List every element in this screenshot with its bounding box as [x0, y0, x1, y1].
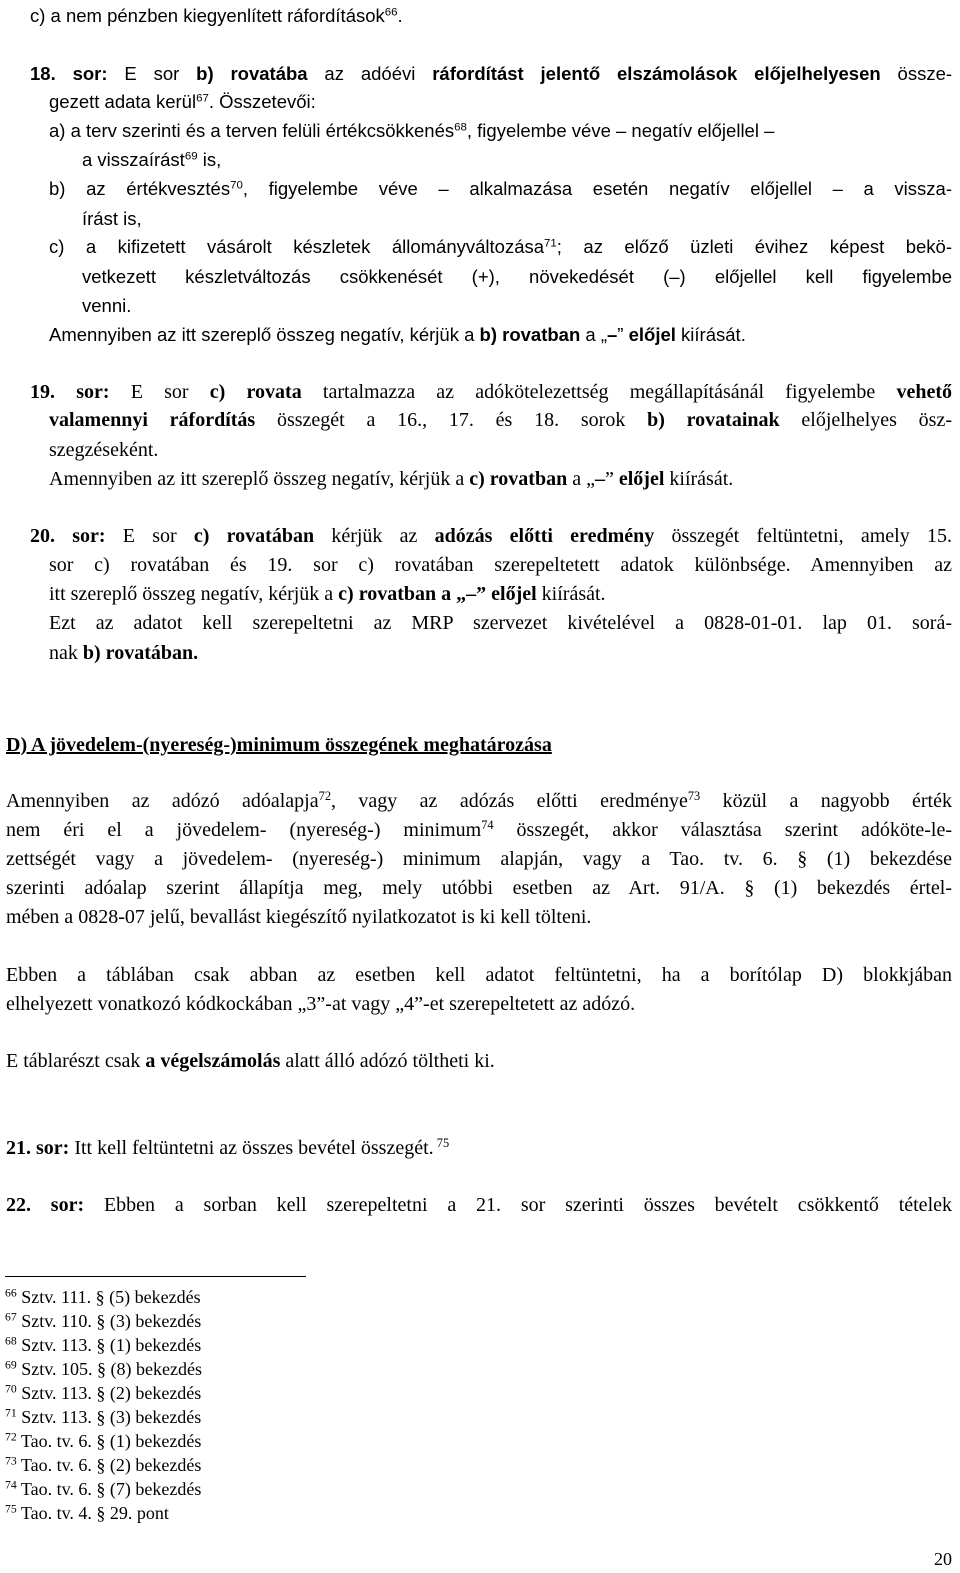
text: vetkezett készletváltozás csökkenését (+), növekedését (–) előjellel kell figyelembe — [82, 266, 952, 287]
text: . Összetevői: — [208, 91, 316, 112]
footnote-70 — [5, 1384, 201, 1402]
text: alatt álló adózó töltheti ki. — [280, 1050, 495, 1072]
footnote-73 — [5, 1456, 201, 1474]
footnote-68 — [5, 1336, 201, 1354]
text: sor c) rovatában és 19. sor c) rovatában szerepeltetett adatok különbsége. Amennyiben az — [49, 554, 952, 576]
text: E sor — [105, 525, 194, 547]
footnote-ref-74[interactable]: 74 — [481, 818, 494, 833]
text: c) rovatában — [193, 525, 315, 547]
footnote-number: 74 — [5, 1478, 17, 1492]
text: Amennyiben az itt szereplő összeg negatív, kérjük a — [49, 324, 480, 345]
text: . — [397, 5, 403, 26]
row-label: sor: — [55, 525, 106, 547]
text: kiírását. — [664, 468, 734, 490]
text: Ezt az adatot kell szerepeltetni az MRP szervezet kivételével a 0828-01-01. lap 01. sorá- — [49, 612, 952, 634]
paragraph-d1-line3 — [6, 849, 952, 869]
text: b) rovatában. — [82, 642, 199, 664]
text: nak — [49, 642, 83, 664]
page-number: 20 — [934, 1549, 952, 1569]
footnote-text: Tao. tv. 4. § 29. pont — [16, 1503, 169, 1523]
row-number: 18. — [30, 63, 56, 84]
row18-line7 — [49, 238, 952, 257]
footnote-75 — [5, 1504, 169, 1522]
text: b) rovatába — [196, 63, 308, 84]
footnote-number: 68 — [5, 1334, 17, 1348]
footnote-number: 67 — [5, 1310, 17, 1324]
row18-line3 — [49, 122, 774, 141]
row19-line3: szegzéseként. — [49, 439, 159, 461]
row18-line2 — [49, 93, 316, 112]
text: valamennyi ráfordítás — [49, 409, 256, 431]
text: előjelhelyes ösz- — [779, 409, 952, 431]
footnote-text: Tao. tv. 6. § (7) bekezdés — [16, 1479, 202, 1499]
list-item-c — [30, 7, 403, 26]
text: Amennyiben az adózó adóalapja — [6, 790, 319, 812]
footnote-text: Tao. tv. 6. § (1) bekezdés — [16, 1431, 202, 1451]
footnote-number: 72 — [5, 1430, 17, 1444]
footnote-text: Sztv. 105. § (8) bekezdés — [16, 1359, 202, 1379]
paragraph-d1-line1 — [6, 791, 952, 811]
row20-line5 — [49, 643, 198, 663]
row-label: 21. sor: — [6, 1137, 70, 1159]
text: c) rovatban a „ — [338, 583, 467, 605]
text: ráfordítást jelentő elszámolások előjelhelyesen — [432, 63, 881, 84]
text: kiírását. — [536, 583, 606, 605]
footnote-ref-68[interactable]: 68 — [454, 121, 467, 134]
paragraph-d1-line4 — [6, 878, 952, 898]
footnote-72 — [5, 1432, 201, 1450]
text: a végelszámolás — [145, 1050, 281, 1072]
footnote-ref-69[interactable]: 69 — [184, 150, 198, 163]
text: gezett adata kerül — [49, 91, 197, 112]
row-number: 19. — [30, 381, 55, 403]
text: ; az előző üzleti évihez képest bekö- — [556, 236, 953, 257]
text: itt szereplő összeg negatív, kérjük a — [49, 583, 339, 605]
text: közül a nagyobb érték — [700, 790, 952, 812]
text: össze- — [880, 63, 953, 84]
text: tartalmazza az adókötelezettség megállapításánál figyelembe — [301, 381, 897, 403]
text: c) a kifizetett vásárolt készletek állományváltozása — [49, 236, 545, 257]
footnote-text: Sztv. 113. § (3) bekezdés — [16, 1407, 202, 1427]
footnote-ref-72[interactable]: 72 — [318, 789, 332, 804]
text: adózás előtti eredmény — [434, 525, 655, 547]
row-label: sor: — [55, 63, 108, 84]
text: c) rovatban — [469, 468, 568, 490]
footnote-67 — [5, 1312, 201, 1330]
text: b) rovatainak — [647, 409, 780, 431]
footnote-69 — [5, 1360, 202, 1378]
text: előjel — [491, 583, 537, 605]
row19-line4 — [49, 469, 733, 489]
footnote-ref-70[interactable]: 70 — [230, 179, 243, 192]
footnote-number: 66 — [5, 1286, 17, 1300]
text: ” — [604, 468, 619, 490]
footnote-number: 71 — [5, 1406, 17, 1420]
footnote-number: 69 — [5, 1358, 17, 1372]
row-label: 22. sor: — [6, 1194, 85, 1216]
text: Amennyiben az itt szereplő összeg negatív, kérjük a — [49, 468, 470, 490]
minus-sign: – — [466, 583, 477, 605]
text: , vagy az adózás előtti eredménye — [331, 790, 688, 812]
row18-line8 — [82, 268, 952, 287]
text: , figyelembe véve – negatív előjellel – — [466, 120, 775, 141]
row18-line10 — [49, 326, 746, 345]
paragraph-d1-line5: mében a 0828-07 jelű, bevallást kiegészítő nyilatkozatot is ki kell tölteni. — [6, 906, 592, 928]
paragraph-d2-line2: elhelyezett vonatkozó kódkockában „3”-at vagy „4”-et szerepeltetett az adózó. — [6, 993, 636, 1015]
row19-line2 — [49, 410, 952, 430]
footnote-66 — [5, 1288, 201, 1306]
text: E sor — [109, 381, 210, 403]
text: kérjük az — [314, 525, 435, 547]
text: az adóévi — [307, 63, 433, 84]
row18-line6: írást is, — [82, 208, 142, 229]
row18-line9: venni. — [82, 295, 132, 316]
footnote-ref-75[interactable]: 75 — [433, 1136, 450, 1151]
text: E táblarészt csak — [6, 1050, 146, 1072]
text: előjel — [628, 324, 676, 345]
text: ” — [476, 583, 492, 605]
text: zettségét vagy a jövedelem- (nyereség-) minimum alapján, vagy a Tao. tv. 6. § (1) bekezdése — [6, 848, 952, 870]
row22 — [6, 1195, 952, 1215]
text: c) rovata — [209, 381, 302, 403]
text: Ebben a sorban kell szerepeltetni a 21. sor szerinti összes bevételt csökkentő tételek — [84, 1194, 952, 1216]
text: ” — [617, 324, 629, 345]
text: is, — [197, 149, 222, 170]
section-title: D) A jövedelem-(nyereség-)minimum összegének meghatározása — [6, 734, 552, 756]
row18-line5 — [49, 180, 952, 199]
footnote-separator — [5, 1276, 306, 1277]
footnote-number: 70 — [5, 1382, 17, 1396]
paragraph-d1-line2 — [6, 820, 952, 840]
row20-line3 — [49, 584, 606, 604]
row20-line1 — [30, 526, 952, 546]
paragraph-d2-line1 — [6, 965, 952, 985]
text: b) rovatban — [479, 324, 581, 345]
footnote-text: Sztv. 113. § (2) bekezdés — [16, 1383, 202, 1403]
footnote-number: 75 — [5, 1502, 17, 1516]
text: szerinti adóalap szerint állapítja meg, mely utóbbi esetben az Art. 91/A. § (1) bekezdés értel- — [6, 877, 952, 899]
text: összegét feltüntetni, amely 15. — [654, 525, 952, 547]
row18-line1 — [30, 65, 952, 84]
row20-line2 — [49, 555, 952, 575]
minus-sign: – — [594, 468, 605, 490]
text: a visszaírást — [82, 149, 185, 170]
text: , figyelembe véve – alkalmazása esetén negatív előjellel – a vissza- — [242, 178, 952, 199]
row20-line4 — [49, 613, 952, 633]
footnote-71 — [5, 1408, 201, 1426]
footnote-text: Sztv. 111. § (5) bekezdés — [16, 1287, 201, 1307]
footnote-text: Sztv. 110. § (3) bekezdés — [16, 1311, 202, 1331]
footnote-74 — [5, 1480, 201, 1498]
row19-line1 — [30, 382, 952, 402]
text: összegét, akkor választása szerint adóköte-le- — [493, 819, 953, 841]
footnote-text: Tao. tv. 6. § (2) bekezdés — [16, 1455, 202, 1475]
row18-line4 — [82, 151, 221, 170]
text: vehető — [896, 381, 952, 403]
minus-sign: – — [607, 324, 618, 345]
text: a) a terv szerinti és a terven felüli értékcsökkenés — [49, 120, 455, 141]
text: a „ — [580, 324, 607, 345]
text: b) az értékvesztés — [49, 178, 231, 199]
text: Itt kell feltüntetni az összes bevétel összegét. — [69, 1137, 434, 1159]
row-number: 20. — [30, 525, 55, 547]
row21 — [6, 1138, 449, 1158]
footnote-ref-73[interactable]: 73 — [687, 789, 701, 804]
text: E sor — [107, 63, 197, 84]
text: c) a nem pénzben kiegyenlített ráfordítások — [30, 5, 385, 26]
text: összegét a 16., 17. és 18. sorok — [255, 409, 648, 431]
footnote-ref-71[interactable]: 71 — [544, 237, 557, 250]
text: Ebben a táblában csak abban az esetben kell adatot feltüntetni, ha a borítólap D) blokkjában — [6, 964, 952, 986]
paragraph-d3 — [6, 1051, 495, 1071]
footnote-ref-67[interactable]: 67 — [196, 92, 209, 105]
footnote-ref-66[interactable]: 66 — [384, 6, 398, 19]
row-label: sor: — [55, 381, 110, 403]
text: előjel — [618, 468, 665, 490]
text: kiírását. — [675, 324, 746, 345]
text: nem éri el a jövedelem- (nyereség-) minimum — [6, 819, 482, 841]
footnote-number: 73 — [5, 1454, 17, 1468]
text: a „ — [567, 468, 595, 490]
footnote-text: Sztv. 113. § (1) bekezdés — [16, 1335, 202, 1355]
